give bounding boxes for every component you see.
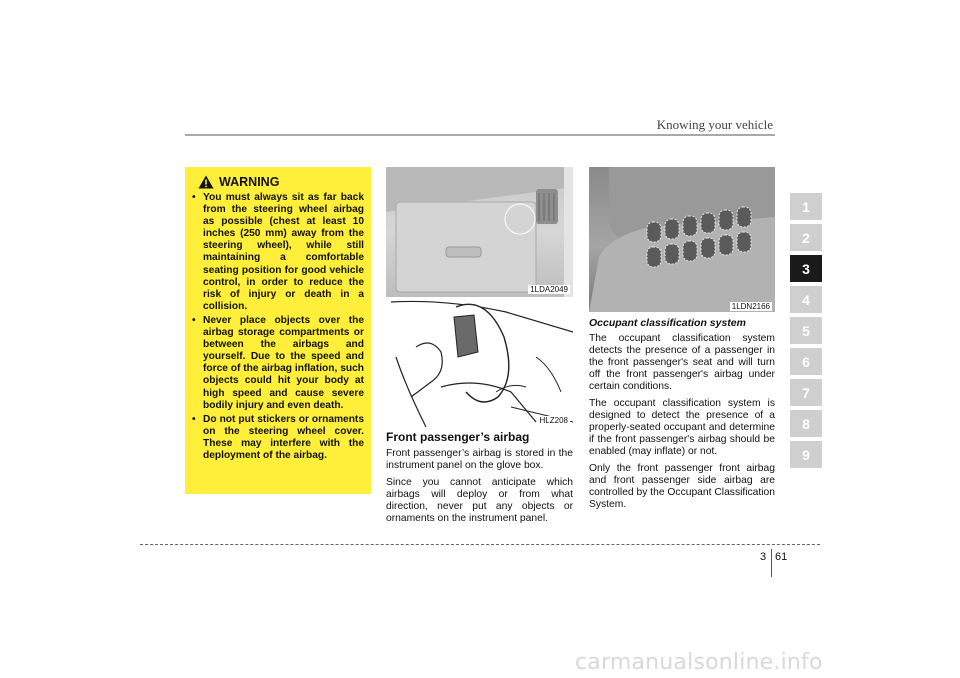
warning-title: WARNING xyxy=(219,175,280,189)
seat-sensor-photo xyxy=(589,167,775,312)
header-divider xyxy=(185,134,775,136)
chapter-tab-5[interactable]: 5 xyxy=(790,317,822,344)
footer-page-number: 61 xyxy=(775,551,788,563)
dashboard-photo-code: 1LDA2049 xyxy=(530,285,568,294)
warning-item: • You must always sit as far back from the steering wheel airbag as possible (chest at least 10 inches (250 mm) away from the steering wheel), while still maintaining a comfortable seating position for good vehicle control, in order to reduce the risk of injury or death in a collision. xyxy=(192,192,364,313)
warning-triangle-icon xyxy=(198,175,214,189)
chapter-tabs xyxy=(790,193,822,472)
watermark: carmanualsonline.info xyxy=(575,650,823,675)
chapter-tab-3[interactable]: 3 xyxy=(790,255,822,282)
footer-chapter-number: 3 xyxy=(760,551,767,563)
warning-item: • Never place objects over the airbag storage compartments or between the airbags and yourself. Due to the speed and force of the airbag inflation, such objects could hit your body at high speed and cause severe bodily injury and even death. xyxy=(192,315,364,412)
chapter-tab-6[interactable]: 6 xyxy=(790,348,822,375)
ocs-paragraph: The occupant classification system is designed to detect the presence of a properly-seated occupant and determine if the front passenger's airbag should be enabled (may inflate) or not. xyxy=(589,398,775,457)
front-airbag-heading: Front passenger’s airbag xyxy=(386,430,530,444)
page-header-title: Knowing your vehicle xyxy=(656,117,773,132)
ocs-paragraph: Only the front passenger front airbag and front passenger side airbag are controlled by the Occupant Classification System. xyxy=(589,463,776,510)
front-airbag-text xyxy=(386,448,573,530)
ocs-paragraph: The occupant classification system detects the presence of a passenger in the front passenger's seat and will turn off the front passenger's airbag under certain conditions. xyxy=(589,333,775,392)
chapter-tab-8[interactable]: 8 xyxy=(790,410,822,437)
seat-photo-code: 1LDN2166 xyxy=(731,302,770,311)
warning-box xyxy=(185,167,371,494)
front-airbag-paragraph: Since you cannot anticipate which airbags will deploy or from what direction, never put any objects or ornaments on the instrument panel. xyxy=(386,477,573,524)
airbag-illustration-code: HLZ208 xyxy=(539,416,568,425)
dashboard-illustration xyxy=(386,167,573,297)
chapter-tab-9[interactable]: 9 xyxy=(790,441,822,468)
footer-separator xyxy=(771,549,772,577)
airbag-deploy-illustration xyxy=(386,297,573,427)
chapter-tab-2[interactable]: 2 xyxy=(790,224,822,251)
ocs-text xyxy=(589,333,775,516)
chapter-tab-7[interactable]: 7 xyxy=(790,379,822,406)
warning-item: • Do not put stickers or ornaments on the steering wheel cover. These may interfere with the deployment of the airbag. xyxy=(192,414,364,462)
airbag-illustration-frame xyxy=(386,297,573,427)
front-airbag-paragraph: Front passenger’s airbag is stored in the instrument panel on the glove box. xyxy=(386,448,573,471)
seat-sensor-illustration xyxy=(589,167,775,312)
dashboard-photo xyxy=(386,167,573,297)
ocs-heading: Occupant classification system xyxy=(589,317,746,329)
chapter-tab-4[interactable]: 4 xyxy=(790,286,822,313)
chapter-tab-1[interactable]: 1 xyxy=(790,193,822,220)
warning-header xyxy=(198,175,364,189)
warning-list xyxy=(192,192,364,462)
footer-divider xyxy=(140,544,820,545)
